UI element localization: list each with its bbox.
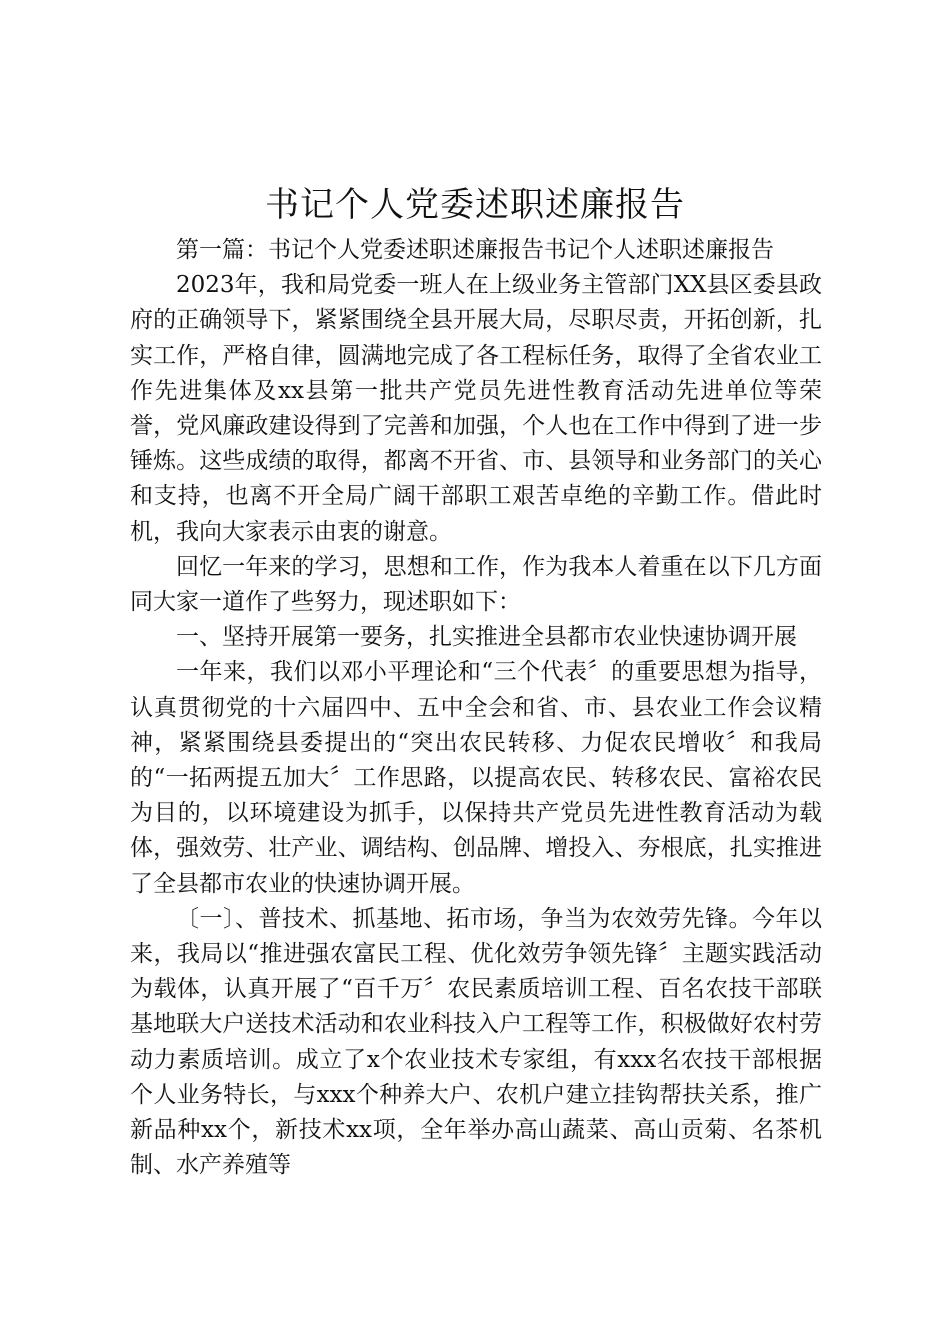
paragraph-subtitle: 第一篇：书记个人党委述职述廉报告书记个人述职述廉报告 [176,237,774,263]
paragraph: 2023年，我和局党委一班人在上级业务主管部门XX县区委县政府的正确领导下，紧紧围绕全县开展大局，尽职尽责，开拓创新，扎实工作，严格自律，圆满地完成了各工程标任务，取得了全省农业工作先进集体及xx县第一批共产党员先进性教育活动先进单位等荣誉，党风廉政建设得到了完善和加强，个人也在工作中得到了进一步锤炼。这些成绩的取得，都离不开省、市、县领导和业务部门的关心和支持，也离不开全局广阔干部职工艰苦卓绝的辛勤工作。借此时机，我向大家表示由衷的谢意。 [130,272,822,545]
document-body [130,233,822,1183]
paragraph: 〔一〕、普技术、抓基地、拓市场，争当为农效劳先锋。今年以来，我局以“推进强农富民工程、优化效劳争领先锋〞主题实践活动为载体，认真开展了“百千万〞农民素质培训工程、百名农技干部联基地联大户送技术活动和农业科技入户工程等工作，积极做好农村劳动力素质培训。成立了x个农业技术专家组，有xxx名农技干部根据个人业务特长，与xxx个种养大户、农机户建立挂钩帮扶关系，推广新品种xx个，新技术xx项，全年举办高山蔬菜、高山贡菊、名茶机制、水产养殖等 [130,905,822,1179]
document-title: 书记个人党委述职述廉报告 [265,185,685,225]
section-heading: 一、坚持开展第一要务，扎实推进全县都市农业快速协调开展 [176,624,797,651]
paragraph: 回忆一年来的学习，思想和工作，作为我本人着重在以下几方面同大家一道作了些努力，现述职如下： [130,553,822,616]
paragraph: 一年来，我们以邓小平理论和“三个代表〞的重要思想为指导，认真贯彻党的十六届四中、五中全会和省、市、县农业工作会议精神，紧紧围绕县委提出的“突出农民转移、力促农民增收〞和我局的“一拓两提五加大〞工作思路，以提高农民、转移农民、富裕农民为目的，以环境建设为抓手，以保持共产党员先进性教育活动为载体，强效劳、壮产业、调结构、创品牌、增投入、夯根底，扎实推进了全县都市农业的快速协调开展。 [130,659,822,897]
